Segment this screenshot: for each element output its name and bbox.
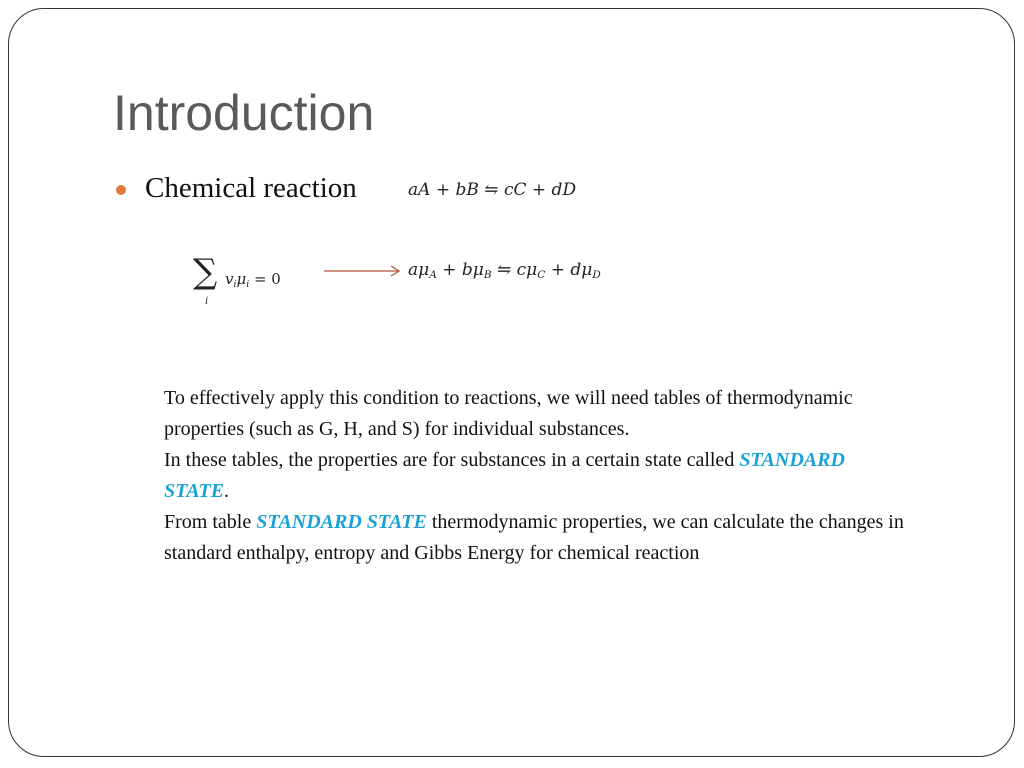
standard-state-highlight-2: STANDARD STATE: [256, 511, 427, 533]
right-arrow-icon: [322, 264, 402, 278]
bullet-chemical-reaction: [116, 172, 357, 205]
standard-state-highlight: STANDARD STATE: [164, 449, 845, 502]
body-paragraph: [164, 383, 904, 569]
summation-sign: ∑: [193, 252, 218, 292]
paragraph-line-2: In these tables, the properties are for substances in a certain state called STANDARD STATE.: [164, 449, 845, 502]
expanded-condition-equation: $a\mu_A + b\mu_B$ ⇋ $c\mu_C + d\mu_D$: [408, 260, 601, 282]
summation-body: $v_i\mu_i = 0$: [225, 270, 281, 290]
reaction-equation: aA + bB ⇋ cC + dD: [408, 180, 577, 200]
paragraph-line-3: From table STANDARD STATE thermodynamic properties, we can calculate the changes in standard enthalpy, entropy and Gibbs Energy for chemical reaction: [164, 511, 904, 564]
summation-index: i: [205, 296, 209, 307]
bullet-dot-icon: [116, 185, 126, 195]
slide-title: Introduction: [113, 85, 375, 141]
bullet-label: Chemical reaction: [145, 172, 357, 204]
paragraph-line-1: To effectively apply this condition to reactions, we will need tables of thermodynamic properties (such as G, H, and S) for individual substances.: [164, 387, 853, 440]
equilibrium-condition-equation: [193, 252, 303, 310]
